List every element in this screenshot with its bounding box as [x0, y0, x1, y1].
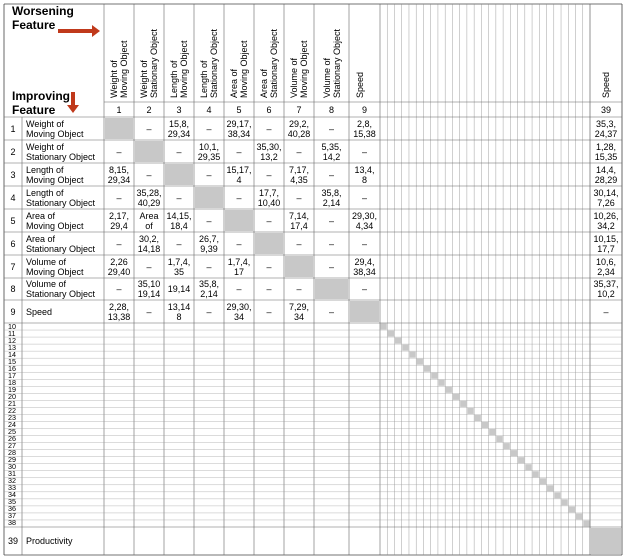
row-number: 35: [8, 497, 16, 507]
row-number: 6: [10, 238, 16, 249]
matrix-cell: –: [206, 123, 212, 134]
matrix-cell: Area of: [139, 210, 159, 231]
diagonal-shaded-cell: [489, 429, 495, 435]
matrix-cell: –: [206, 306, 212, 317]
matrix-cell: –: [296, 146, 302, 157]
matrix-cell: 19,14: [167, 284, 191, 294]
column-number: 6: [266, 104, 272, 115]
diagonal-shaded-cell: [576, 513, 582, 519]
matrix-cell: –: [236, 238, 242, 249]
matrix-cell: –: [266, 169, 272, 180]
diagonal-shaded-cell: [583, 520, 589, 526]
column-header-label: Weight of Stationary Object: [139, 28, 159, 98]
row-label: Productivity: [26, 536, 73, 546]
matrix-cell: 1,7,4, 35: [167, 256, 191, 277]
column-header-label: Volume of Stationary Object: [321, 28, 342, 98]
diagonal-shaded-cell: [504, 443, 510, 449]
matrix-cell: –: [328, 261, 334, 272]
column-number: 4: [206, 104, 212, 115]
matrix-cell: 2,26 29,40: [107, 256, 131, 277]
matrix-cell: 5,35, 14,2: [321, 141, 342, 162]
matrix-cell: –: [116, 238, 122, 249]
matrix-cell: –: [146, 123, 152, 134]
row-number: 14: [8, 349, 16, 359]
matrix-cell: –: [361, 284, 367, 294]
matrix-cell: –: [296, 284, 302, 294]
row-number: 25: [8, 427, 16, 437]
row-number: 21: [8, 398, 16, 408]
diagonal-shaded-cell: [475, 415, 481, 421]
row-number: 9: [10, 306, 16, 317]
diagonal-shaded-cell: [453, 394, 459, 400]
diagonal-shaded-cell: [496, 436, 502, 442]
row-number: 36: [8, 504, 16, 514]
matrix-cell: –: [146, 261, 152, 272]
matrix-cell: 13,4, 8: [354, 164, 375, 185]
row-label: Speed: [26, 306, 53, 317]
matrix-cell: 30,2, 14,18: [137, 233, 161, 254]
row-number: 26: [8, 434, 16, 444]
diagonal-shaded-cell: [533, 471, 539, 477]
matrix-cell: –: [266, 261, 272, 272]
row-label: Volume of Moving Object: [26, 256, 84, 277]
matrix-cell: 8,15, 29,34: [107, 164, 131, 185]
matrix-cell: 10,26, 34,2: [593, 210, 619, 231]
row-number: 28: [8, 448, 16, 458]
row-number: 16: [8, 363, 16, 373]
matrix-cell: 2,28, 13,38: [107, 301, 131, 322]
matrix-cell: –: [266, 284, 272, 294]
matrix-cell: 15,17, 4: [226, 164, 252, 185]
row-number: 31: [8, 469, 16, 479]
row-label: Area of Stationary Object: [26, 233, 96, 254]
diagonal-shaded-cell: [431, 373, 437, 379]
matrix-cell: –: [116, 192, 122, 203]
matrix-cell: –: [296, 238, 302, 249]
column-header-label: Speed: [601, 71, 611, 98]
diagonal-shaded-cell: [285, 256, 313, 277]
row-number: 32: [8, 476, 16, 486]
matrix-cell: 35,3, 24,37: [594, 118, 618, 139]
matrix-cell: 1,7,4, 17: [227, 256, 251, 277]
matrix-cell: –: [146, 169, 152, 180]
column-number: 3: [176, 104, 182, 115]
row-number: 29: [8, 455, 16, 465]
worsening-feature-label: Worsening Feature: [12, 4, 74, 32]
matrix-cell: 14,15, 18,4: [166, 210, 192, 231]
column-number: 1: [116, 104, 122, 115]
row-label: Length of Moving Object: [26, 164, 84, 185]
matrix-cell: –: [328, 306, 334, 317]
row-number: 10: [8, 321, 16, 331]
row-label: Volume of Stationary Object: [26, 279, 96, 299]
diagonal-shaded-cell: [467, 408, 473, 414]
diagonal-shaded-cell: [315, 279, 348, 299]
row-number: 20: [8, 391, 16, 401]
matrix-cell: –: [206, 261, 212, 272]
column-header-label: Volume of Moving Object: [289, 40, 309, 98]
matrix-cell: 14,4, 28,29: [594, 164, 618, 185]
diagonal-shaded-cell: [547, 485, 553, 491]
diagonal-shaded-cell: [482, 422, 488, 428]
row-number: 3: [10, 169, 16, 180]
row-label: Length of Stationary Object: [26, 187, 96, 208]
matrix-cell: –: [236, 146, 242, 157]
diagonal-shaded-cell: [165, 164, 193, 185]
matrix-cell: –: [328, 169, 334, 180]
diagonal-shaded-cell: [591, 528, 621, 554]
matrix-cell: 26,7, 9,39: [198, 233, 220, 254]
row-number: 13: [8, 342, 16, 352]
diagonal-shaded-cell: [518, 457, 524, 463]
row-number: 30: [8, 462, 16, 472]
diagonal-shaded-cell: [569, 506, 575, 512]
diagonal-shaded-cell: [460, 401, 466, 407]
row-number: 33: [8, 483, 16, 493]
matrix-cell: 2,8, 15,38: [353, 118, 376, 139]
column-number: 39: [600, 104, 611, 115]
matrix-cell: 35,28, 40,29: [136, 187, 162, 208]
diagonal-shaded-cell: [105, 118, 133, 139]
diagonal-shaded-cell: [402, 345, 408, 351]
row-number: 11: [8, 328, 16, 338]
matrix-cell: –: [266, 215, 272, 226]
diagonal-shaded-cell: [554, 492, 560, 498]
column-header-label: Length of Stationary Object: [199, 28, 219, 98]
row-label: Weight of Moving Object: [26, 118, 84, 139]
column-header-label: Weight of Moving Object: [109, 40, 129, 98]
matrix-cell: 29,30, 4,34: [351, 210, 378, 231]
diagonal-shaded-cell: [446, 387, 452, 393]
matrix-cell: 35,30, 13,2: [256, 141, 282, 162]
row-label: Weight of Stationary Object: [26, 141, 96, 162]
matrix-cell: –: [361, 238, 367, 249]
diagonal-shaded-cell: [135, 141, 163, 162]
diagonal-shaded-cell: [255, 233, 283, 254]
column-number: 7: [296, 104, 302, 115]
matrix-cell: –: [206, 169, 212, 180]
matrix-cell: 13,14 8: [167, 301, 191, 322]
matrix-cell: –: [116, 284, 122, 294]
row-number: 24: [8, 419, 16, 429]
matrix-cell: 35,10 19,14: [137, 279, 161, 299]
matrix-cell: –: [296, 192, 302, 203]
matrix-cell: –: [603, 306, 609, 317]
diagonal-shaded-cell: [381, 324, 387, 330]
row-number: 1: [10, 123, 16, 134]
diagonal-shaded-cell: [438, 380, 444, 386]
matrix-cell: 10,1, 29,35: [197, 141, 221, 162]
matrix-cell: 29,30, 34: [226, 301, 252, 322]
matrix-cell: –: [146, 306, 152, 317]
row-number: 22: [8, 405, 16, 415]
matrix-cell: –: [176, 146, 182, 157]
row-number: 17: [8, 370, 16, 380]
matrix-cell: 1,28, 15,35: [594, 141, 618, 162]
diagonal-shaded-cell: [540, 478, 546, 484]
matrix-cell: –: [361, 146, 367, 157]
column-header-label: Length of Moving Object: [169, 40, 189, 98]
row-number: 12: [8, 335, 16, 345]
column-number: 8: [328, 104, 334, 115]
matrix-cell: 7,14, 17,4: [288, 210, 310, 231]
row-number: 19: [8, 384, 16, 394]
matrix-cell: –: [236, 284, 242, 294]
matrix-cell: 35,8, 2,14: [198, 279, 220, 299]
diagonal-shaded-cell: [417, 359, 423, 365]
column-header-label: Area of Moving Object: [229, 40, 249, 98]
row-label: Area of Moving Object: [26, 210, 84, 231]
matrix-cell: –: [328, 123, 334, 134]
matrix-cell: –: [206, 215, 212, 226]
matrix-cell: –: [176, 192, 182, 203]
matrix-cell: –: [266, 123, 272, 134]
matrix-cell: 15,8, 29,34: [167, 118, 191, 139]
diagonal-shaded-cell: [388, 331, 394, 337]
diagonal-shaded-cell: [525, 464, 531, 470]
matrix-cell: 35,8, 2,14: [321, 187, 342, 208]
improving-feature-label: Improving Feature: [12, 89, 71, 117]
row-number: 8: [10, 284, 16, 294]
column-number: 5: [236, 104, 242, 115]
matrix-cell: –: [328, 215, 334, 226]
matrix-cell: 7,17, 4,35: [288, 164, 310, 185]
matrix-cell: 29,2, 40,28: [287, 118, 311, 139]
row-number: 4: [10, 192, 16, 203]
matrix-cell: 35,37, 10,2: [593, 279, 619, 299]
matrix-cell: –: [116, 146, 122, 157]
column-number: 2: [146, 104, 152, 115]
matrix-cell: 29,17, 38,34: [226, 118, 252, 139]
diagonal-shaded-cell: [225, 210, 253, 231]
diagonal-shaded-cell: [562, 499, 568, 505]
row-number: 34: [8, 490, 16, 500]
diagonal-shaded-cell: [350, 301, 379, 322]
diagonal-shaded-cell: [395, 338, 401, 344]
diagonal-shaded-cell: [195, 187, 223, 208]
row-number: 7: [10, 261, 16, 272]
matrix-cell: 29,4, 38,34: [353, 256, 376, 277]
row-number: 23: [8, 412, 16, 422]
matrix-cell: 10,6, 2,34: [595, 256, 617, 277]
column-header-label: Area of Stationary Object: [259, 28, 279, 98]
diagonal-shaded-cell: [424, 366, 430, 372]
matrix-cell: –: [236, 192, 242, 203]
matrix-cell: 30,14, 7,26: [593, 187, 619, 208]
row-number: 15: [8, 356, 16, 366]
matrix-cell: 17,7, 10,40: [257, 187, 281, 208]
matrix-cell: 10,15, 17,7: [593, 233, 619, 254]
matrix-cell: –: [361, 192, 367, 203]
column-header-label: Speed: [354, 71, 365, 98]
matrix-cell: 7,29, 34: [288, 301, 310, 322]
row-number: 39: [7, 536, 18, 546]
row-number: 38: [8, 518, 16, 528]
column-number: 9: [361, 104, 367, 115]
row-number: 37: [8, 511, 16, 521]
row-number: 5: [10, 215, 16, 226]
matrix-cell: –: [266, 306, 272, 317]
row-number: 18: [8, 377, 16, 387]
diagonal-shaded-cell: [511, 450, 517, 456]
diagonal-shaded-cell: [409, 352, 415, 358]
row-number: 27: [8, 441, 16, 451]
row-number: 2: [10, 146, 16, 157]
matrix-cell: –: [176, 238, 182, 249]
matrix-cell: 2,17, 29,4: [108, 210, 130, 231]
matrix-cell: –: [328, 238, 334, 249]
